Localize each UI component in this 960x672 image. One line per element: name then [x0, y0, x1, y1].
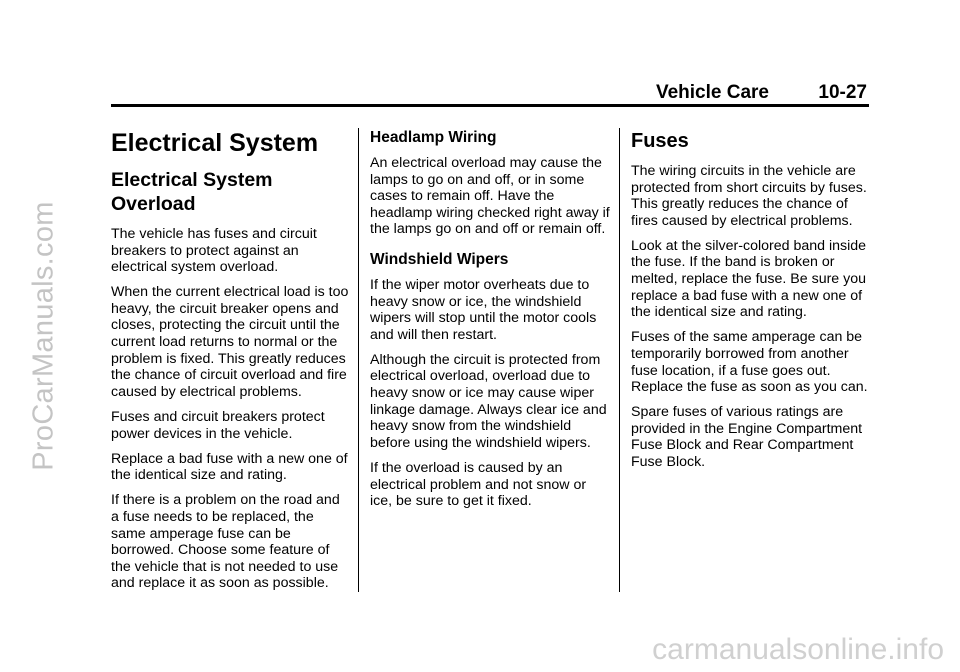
section-title: Vehicle Care — [655, 82, 769, 103]
paragraph: Although the circuit is protected from electrical overload, overload due to heavy snow or ice may cause wiper linkage damage. Always clear ice and heavy snow from the windshield before using the windshield wipers. — [370, 351, 607, 451]
paragraph: Fuses of the same amperage can be temporarily borrowed from another fuse location, if a fuse goes out. Replace the fuse as soon as you can. — [631, 329, 868, 396]
column-1 — [111, 128, 351, 600]
column-divider — [358, 128, 359, 592]
headlamp-wiring-heading: Headlamp Wiring — [370, 129, 497, 146]
paragraph: The vehicle has fuses and circuit breakers to protect against an electrical system overload. — [111, 226, 317, 276]
fuses-heading: Fuses — [631, 130, 689, 152]
paragraph: When the current electrical load is too heavy, the circuit breaker opens and closes, protecting the circuit until the current load returns to normal or the problem is fixed. This greatly reduces the chance of circuit overload and fire caused by electrical problems. — [111, 284, 349, 400]
paragraph: Fuses and circuit breakers protect power devices in the vehicle. — [111, 408, 325, 442]
paragraph: Spare fuses of various ratings are provided in the Engine Compartment Fuse Block and Rear Compartment Fuse Block. — [631, 404, 863, 470]
column-3 — [631, 128, 871, 479]
paragraph: If the overload is caused by an electrical problem and not snow or ice, be sure to get it fixed. — [370, 459, 587, 510]
paragraph: An electrical overload may cause the lamps to go on and off, or in some cases to remain off. Have the headlamp wiring checked right away if the lamps go on and off or remain off. — [370, 155, 610, 238]
column-2 — [370, 128, 610, 518]
side-watermark: ProCarManuals.com — [27, 201, 60, 471]
column-divider — [619, 128, 620, 592]
paragraph: Replace a bad fuse with a new one of the identical size and rating. — [111, 450, 348, 484]
page-number: 10-27 — [818, 82, 867, 103]
paragraph: If there is a problem on the road and a fuse needs to be replaced, the same amperage fuse can be borrowed. Choose some feature of the vehicle that is not needed to use and replace it as soon as possible. — [111, 492, 340, 592]
header-rule — [111, 104, 869, 107]
windshield-wipers-heading: Windshield Wipers — [370, 250, 509, 268]
overload-heading: Electrical System Overload — [111, 169, 273, 215]
electrical-system-heading: Electrical System — [111, 129, 319, 157]
paragraph: The wiring circuits in the vehicle are protected from short circuits by fuses. This greatly reduces the chance of fires caused by electrical problems. — [631, 163, 867, 229]
paragraph: If the wiper motor overheats due to heavy snow or ice, the windshield wipers will stop until the motor cools and will then restart. — [370, 276, 597, 343]
paragraph: Look at the silver-colored band inside the fuse. If the band is broken or melted, replace the fuse. Be sure you replace a bad fuse with a new one of the identical size and rating. — [631, 237, 867, 321]
bottom-watermark[interactable]: carmanualsonline.info — [652, 633, 944, 666]
page-header — [111, 82, 867, 106]
